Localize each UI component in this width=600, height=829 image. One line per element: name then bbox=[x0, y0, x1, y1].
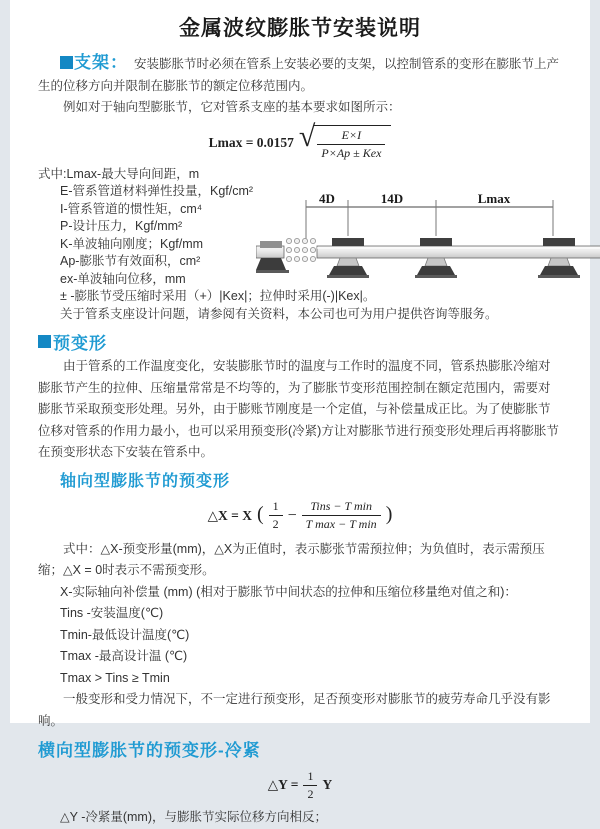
lateral-formula bbox=[38, 769, 562, 801]
lateral-frac-num: 1 bbox=[303, 769, 317, 786]
support-heading-label: 支架： bbox=[74, 53, 128, 72]
definition-line: P-设计压力，Kgf/mm² bbox=[60, 219, 183, 233]
support-intro-paragraph bbox=[38, 52, 562, 97]
sqrt-radical bbox=[298, 119, 391, 161]
document-page bbox=[10, 0, 590, 824]
axial-frac2-den: T max − T min bbox=[305, 517, 377, 531]
parameter-line: Tmax > Tins ≥ Tmin bbox=[60, 670, 170, 685]
support-section-heading bbox=[60, 53, 134, 72]
axial-subheading: 轴向型膨胀节的预变形 bbox=[60, 472, 231, 490]
radical-sign: √ bbox=[298, 119, 316, 153]
lmax-formula bbox=[38, 119, 562, 160]
dim-label-14d: 14D bbox=[380, 191, 404, 206]
axial-frac1-num: 1 bbox=[269, 499, 283, 516]
definition-line: 式中:Lmax-最大导向间距，m bbox=[38, 166, 200, 181]
blue-square-bullet-icon bbox=[38, 335, 51, 348]
parameter-line: Tmax -最高设计温 (℃) bbox=[60, 649, 188, 663]
lmax-formula-lhs: Lmax = 0.0157 bbox=[208, 134, 294, 150]
bellows-icon bbox=[286, 238, 315, 261]
close-paren: ) bbox=[385, 503, 393, 525]
preset-body-paragraph: 由于管系的工作温度变化，安装膨胀节时的温度与工作时的温度不同，管系热膨胀冷缩对膨胀节产生的拉伸、压缩量常常是不均等的，为了膨胀节变形范围控制在额定范围内，需要对膨胀节采取预变形处理。另外，由于膨账节刚度是一个定值，与补偿量成正比。为了使膨胀节位移对管系的作用力最小，也可以采用预变形(冷紧)方让对膨胀节进行预变形处理后再将膨胀节在预变形状态下安装在管系中。 bbox=[38, 359, 559, 459]
lateral-frac-den: 2 bbox=[307, 786, 314, 801]
preset-heading-label: 预变形 bbox=[53, 334, 107, 353]
axial-explain-paragraph: 式中：△X-预变形量(mm)，△X为正值时，表示膨张节需预拉伸；为负值时，表示需预压缩；△X = 0时表示不需预变形。 bbox=[38, 541, 545, 577]
open-paren: ( bbox=[256, 503, 264, 525]
lateral-note-line: △Y -冷紧量(mm)，与膨胀节实际位移方向相反； bbox=[60, 810, 328, 824]
definition-line: I-管系管道的惯性矩，cm⁴ bbox=[60, 201, 203, 216]
axial-parameter-lines bbox=[38, 582, 562, 690]
lateral-formula-lhs: △Y = bbox=[267, 777, 299, 792]
axial-closing-line: 一般变形和受力情况下，不一定进行预变形，足否预变形对膨胀节的疲劳寿命几乎没有影响。 bbox=[38, 692, 551, 728]
definition-line: Ap-膨胀节有效面积，cm² bbox=[60, 254, 201, 268]
lateral-subheading: 横向型膨胀节的预变形-冷紧 bbox=[38, 741, 261, 760]
dim-label-lmax: Lmax bbox=[477, 191, 511, 206]
axial-formula-lhs: △X = X bbox=[207, 507, 252, 523]
lmax-formula-denominator: P×Ap ± Kex bbox=[321, 145, 382, 160]
page-title: 金属波纹膨胀节安装说明 bbox=[179, 17, 421, 40]
anchor-foot bbox=[256, 258, 286, 270]
dim-label-4d: 4D bbox=[319, 191, 335, 206]
minus-sign: − bbox=[287, 506, 297, 524]
axial-frac2-num: Tins − T min bbox=[302, 499, 381, 516]
parameter-line: Tins -安装温度(℃) bbox=[60, 606, 164, 620]
definition-line: ± -膨胀节受压缩时采用（+）|Kex|；拉伸时采用(-)|Kex|。 bbox=[60, 289, 376, 303]
axial-formula bbox=[38, 499, 562, 533]
support-note-line: 关于管系支座设计问题，请参阅有关资料，本公司也可为用户提供咨询等服务。 bbox=[60, 306, 498, 321]
definition-line: E-管系管道材料弹性投量，Kgf/cm² bbox=[60, 184, 254, 198]
definition-line: ex-单波轴向位移，mm bbox=[60, 271, 186, 286]
support-intro-text: 安装膨胀节时必须在管系上安装必要的支架，以控制管系的变形在膨胀节上产生的位移方向并限制在膨胀节的额定位移范围内。 bbox=[38, 57, 560, 93]
blue-square-bullet-icon bbox=[60, 56, 73, 69]
support-example-line: 例如对于轴向型膨胀节，它对管系支座的基本要求如图所示： bbox=[63, 100, 401, 114]
parameter-line: Tmin-最低设计温度(℃) bbox=[60, 627, 190, 642]
axial-frac1-den: 2 bbox=[272, 517, 279, 531]
pipe-support-diagram bbox=[256, 190, 600, 292]
lateral-formula-rhs: Y bbox=[322, 777, 333, 792]
preset-section-heading bbox=[38, 329, 562, 354]
anchor-clamp bbox=[260, 241, 282, 248]
parameter-line: X-实际轴向补偿量 (mm) (相对于膨胀节中间状态的拉伸和压缩位移量绝对值之和)： bbox=[60, 584, 517, 599]
lmax-formula-numerator: E×I bbox=[317, 128, 385, 145]
definition-line: K-单波轴向刚度；Kgf/mm bbox=[60, 236, 204, 251]
